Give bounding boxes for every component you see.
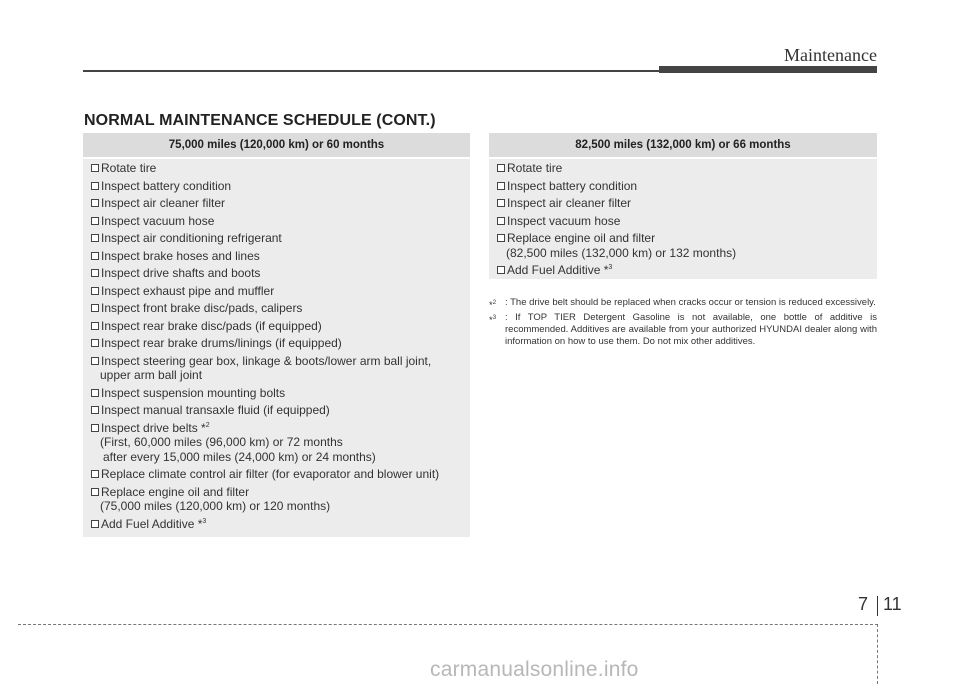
checklist-item-label: Inspect manual transaxle fluid (if equipped): [101, 403, 330, 417]
checklist-item-label: Inspect air cleaner filter: [507, 196, 632, 210]
checklist-item-line: [497, 214, 877, 229]
checklist-item: [497, 179, 877, 194]
checklist-item-label: Inspect battery condition: [507, 178, 638, 193]
checkbox-icon: [91, 406, 99, 414]
footnote: [489, 297, 877, 312]
checkbox-icon: [91, 182, 99, 190]
checkbox-icon: [497, 217, 505, 225]
page-number: 11: [883, 594, 902, 614]
checklist-item-label: Inspect battery condition: [101, 178, 232, 193]
checklist-item-line: [91, 179, 470, 194]
checkbox-icon: [91, 357, 99, 365]
checkbox-icon: [91, 389, 99, 397]
header-rule-thick: [659, 66, 877, 73]
footnote-ref: 3: [202, 517, 207, 525]
checkbox-icon: [91, 234, 99, 242]
footnote-number: 2: [492, 300, 497, 306]
checkbox-icon: [91, 164, 99, 172]
checklist-item: [91, 196, 470, 211]
footnote-mark: [489, 297, 496, 312]
checklist-item: [91, 386, 470, 401]
checklist-item: [91, 301, 470, 316]
checklist-item: [91, 249, 470, 264]
checkbox-icon: [91, 520, 99, 528]
checklist-item-line: [91, 196, 470, 211]
checklist-item-label: Rotate tire: [101, 161, 157, 175]
checklist-item-label: Replace engine oil and filter: [101, 484, 250, 499]
checklist-item-label: Inspect rear brake disc/pads (if equipped): [101, 318, 322, 333]
checklist-item-line: [91, 467, 470, 482]
checklist-item-label: Inspect air cleaner filter: [101, 196, 226, 210]
checklist-item: [91, 266, 470, 281]
checklist-item-line: [91, 485, 470, 500]
checkbox-icon: [91, 252, 99, 260]
checkbox-icon: [497, 266, 505, 274]
footnote-text: : If TOP TIER Detergent Gasoline is not available, one bottle of additive is recommended. Additives are available from your authorized HYUNDAI dealer along with information on how to use them. Do not mix other additives.: [505, 312, 877, 347]
checkbox-icon: [91, 424, 99, 432]
checklist-item: [91, 403, 470, 418]
checklist-item-label: Add Fuel Additive *: [101, 516, 203, 531]
header-rule-thin: [83, 70, 659, 72]
checklist-item-line: [91, 354, 470, 369]
checklist: [83, 159, 470, 531]
checkbox-icon: [91, 488, 99, 496]
checkbox-icon: [91, 199, 99, 207]
schedule-box-title: 82,500 miles (132,000 km) or 66 months: [489, 133, 877, 159]
checkbox-icon: [91, 304, 99, 312]
footer-vertical-rule: [877, 624, 878, 684]
checklist-item-detail: (75,000 miles (120,000 km) or 120 months): [100, 499, 331, 513]
checklist-item-label: Inspect exhaust pipe and muffler: [101, 283, 275, 298]
checklist-item-line: [91, 161, 470, 176]
checklist-item-label: Inspect suspension mounting bolts: [101, 385, 286, 400]
checkbox-icon: [91, 217, 99, 225]
checklist-item-line: [91, 386, 470, 401]
checkbox-icon: [91, 287, 99, 295]
checkbox-icon: [497, 234, 505, 242]
checklist-item-label: Inspect brake hoses and lines: [101, 248, 260, 263]
checklist-item: [497, 214, 877, 229]
footnotes: [489, 297, 877, 351]
schedule-box-82500: [489, 133, 877, 279]
checklist-item-label: Inspect drive shafts and boots: [101, 266, 261, 280]
checklist-item: [91, 517, 470, 532]
checklist-item-label: Inspect drive belts *: [101, 420, 206, 435]
checkbox-icon: [497, 199, 505, 207]
checklist-item-line: [497, 196, 877, 211]
checkbox-icon: [91, 470, 99, 478]
checklist-item-line: [91, 284, 470, 299]
checklist-item-label: Inspect front brake disc/pads, calipers: [101, 301, 303, 315]
footnote-number: 3: [492, 315, 497, 321]
schedule-box-75000: [83, 133, 470, 537]
checkbox-icon: [91, 322, 99, 330]
checklist-item: [497, 161, 877, 176]
checklist-item: [91, 421, 470, 465]
checklist-item: [91, 214, 470, 229]
checklist-item-label: Rotate tire: [507, 161, 563, 175]
checklist-item-label: Inspect steering gear box, linkage & boots/lower arm ball joint,: [101, 353, 432, 368]
checklist-item: [91, 336, 470, 351]
checklist-item: [91, 354, 470, 383]
checklist-item: [497, 196, 877, 211]
checklist-item-line: [91, 336, 470, 351]
checklist-item-detail: (First, 60,000 miles (96,000 km) or 72 months: [100, 435, 343, 449]
checklist-item-line: [91, 403, 470, 418]
checklist: [489, 159, 877, 278]
checkbox-icon: [497, 164, 505, 172]
checklist-item: [91, 485, 470, 514]
footnote-ref: 2: [205, 421, 210, 429]
checklist-item-line: [497, 179, 877, 194]
page-heading: NORMAL MAINTENANCE SCHEDULE (CONT.): [84, 112, 436, 129]
checklist-item-label: Inspect air conditioning refrigerant: [101, 231, 282, 245]
checklist-item-line: [91, 421, 470, 436]
checklist-item-line: [497, 231, 877, 246]
checklist-item: [91, 319, 470, 334]
checklist-item-line: [91, 249, 470, 264]
watermark: carmanualsonline.info: [430, 658, 639, 681]
checklist-item: [91, 467, 470, 482]
checkbox-icon: [91, 339, 99, 347]
checklist-item-line: [497, 263, 877, 278]
checklist-item-detail: (82,500 miles (132,000 km) or 132 months): [506, 245, 737, 260]
chapter-number: 7: [858, 594, 869, 614]
footnote-text: : The drive belt should be replaced when cracks occur or tension is reduced excessively.: [505, 297, 876, 308]
footnote-mark: [489, 312, 496, 327]
checklist-item-label: Inspect rear brake drums/linings (if equipped): [101, 336, 342, 350]
checklist-item-detail: upper arm ball joint: [100, 368, 203, 382]
checklist-item-label: Replace climate control air filter (for evaporator and blower unit): [101, 467, 440, 481]
checkbox-icon: [497, 182, 505, 190]
checklist-item-line: [497, 161, 877, 176]
checklist-item: [91, 161, 470, 176]
checklist-item-line: [91, 231, 470, 246]
schedule-box-title: 75,000 miles (120,000 km) or 60 months: [83, 133, 470, 159]
checklist-item-label: Inspect vacuum hose: [507, 213, 621, 228]
footnote-ref: 3: [608, 264, 613, 271]
checkbox-icon: [91, 269, 99, 277]
footer-rule: [18, 624, 878, 625]
checklist-item-label: Replace engine oil and filter: [507, 231, 656, 245]
checklist-item-detail: after every 15,000 miles (24,000 km) or 24 months): [103, 449, 376, 464]
page-separator: [877, 596, 878, 616]
checklist-item: [91, 231, 470, 246]
checklist-item: [497, 263, 877, 278]
footnote-asterisk: *: [489, 300, 493, 312]
section-title: Maintenance: [784, 45, 877, 65]
checklist-item-label: Add Fuel Additive *: [507, 263, 609, 277]
checklist-item-line: [91, 319, 470, 334]
checklist-item-label: Inspect vacuum hose: [101, 213, 215, 228]
checklist-item: [91, 284, 470, 299]
checklist-item-line: [91, 214, 470, 229]
checklist-item-line: [91, 517, 470, 532]
checklist-item-line: [91, 301, 470, 316]
checklist-item-line: [91, 266, 470, 281]
footnote: [489, 312, 877, 348]
checklist-item: [497, 231, 877, 260]
footnote-asterisk: *: [489, 315, 493, 327]
checklist-item: [91, 179, 470, 194]
